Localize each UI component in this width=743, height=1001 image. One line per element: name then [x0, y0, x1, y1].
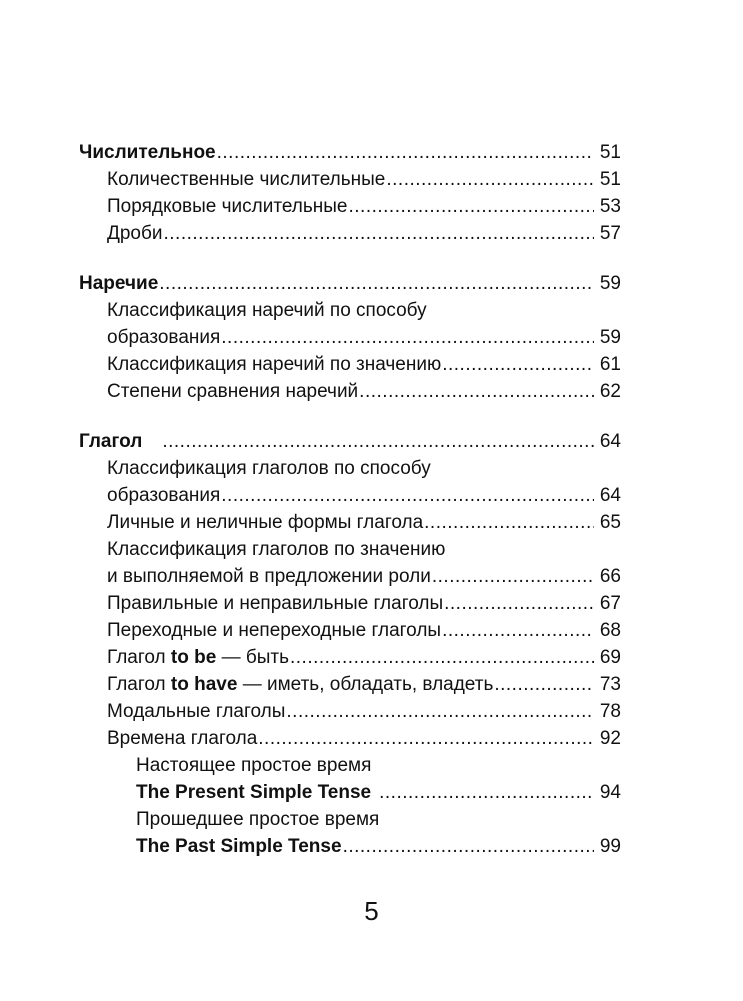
toc-entry-title: образования [107, 327, 221, 348]
toc-entry-row[interactable] [79, 536, 621, 563]
toc-page-number: 69 [599, 647, 621, 668]
toc-section-numeral [79, 139, 621, 247]
toc-leader-dots [164, 220, 595, 247]
toc-subentry-title: The Present Simple Tense [136, 782, 372, 803]
toc-page-number: 62 [599, 381, 621, 402]
toc-entry-row[interactable] [79, 351, 621, 378]
toc-leader-dots [286, 698, 594, 725]
toc-leader-dots [442, 351, 594, 378]
toc-page-number: 66 [599, 566, 621, 587]
toc-header-row[interactable] [79, 139, 621, 166]
toc-entry-row[interactable] [79, 482, 621, 509]
toc-subentry-row[interactable] [79, 779, 621, 806]
toc-entry-title: Классификация наречий по значению [107, 354, 442, 375]
toc-entry-row-to-have[interactable] [79, 671, 621, 698]
toc-page-number: 68 [599, 620, 621, 641]
toc-header-title: Числительное [79, 142, 216, 163]
toc-entry-row[interactable] [79, 297, 621, 324]
toc-leader-dots [159, 270, 594, 297]
toc-entry-row[interactable] [79, 193, 621, 220]
toc-entry-row[interactable] [79, 324, 621, 351]
toc-page-number: 99 [599, 836, 621, 857]
toc-entry-row[interactable] [79, 617, 621, 644]
toc-header-row[interactable] [79, 428, 621, 455]
toc-entry-title: Классификация глаголов по способу [107, 458, 431, 479]
toc-entry-row[interactable] [79, 509, 621, 536]
toc-entry-title-bold: to have [170, 674, 238, 695]
toc-leader-dots [343, 833, 594, 860]
toc-entry-title: Личные и неличные формы глагола [107, 512, 424, 533]
toc-leader-dots [290, 644, 594, 671]
toc-leader-dots [348, 193, 594, 220]
toc-entry-row[interactable] [79, 725, 621, 752]
toc-entry-row[interactable] [79, 378, 621, 405]
toc-entry-row[interactable] [79, 220, 621, 247]
toc-entry-title: Глагол to have — иметь, обладать, владеть [107, 674, 494, 695]
toc-entry-title: Количественные числительные [107, 169, 386, 190]
toc-entry-row[interactable] [79, 166, 621, 193]
toc-page-number: 51 [599, 169, 621, 190]
table-of-contents [79, 139, 621, 883]
toc-page-number: 78 [599, 701, 621, 722]
toc-entry-title: Модальные глаголы [107, 701, 286, 722]
toc-entry-title-bold: to be [170, 647, 217, 668]
toc-leader-dots [444, 590, 594, 617]
toc-page-number: 59 [599, 327, 621, 348]
toc-page-number: 59 [599, 273, 621, 294]
toc-leader-dots [379, 779, 594, 806]
toc-page-number: 57 [599, 223, 621, 244]
toc-leader-dots [386, 166, 594, 193]
toc-entry-title: Степени сравнения наречий [107, 381, 359, 402]
toc-leader-dots [424, 509, 594, 536]
toc-subentry-title: Настоящее простое время [136, 755, 372, 776]
toc-page-number: 61 [599, 354, 621, 375]
toc-entry-row[interactable] [79, 590, 621, 617]
toc-entry-title: Порядковые числительные [107, 196, 348, 217]
toc-page-number: 92 [599, 728, 621, 749]
toc-entry-row-to-be[interactable] [79, 644, 621, 671]
toc-leader-dots [221, 324, 594, 351]
toc-leader-dots [162, 428, 594, 455]
toc-entry-title: и выполняемой в предложении роли [107, 566, 431, 587]
toc-leader-dots [442, 617, 594, 644]
toc-entry-row[interactable] [79, 455, 621, 482]
toc-leader-dots [494, 671, 594, 698]
toc-section-verb [79, 428, 621, 860]
toc-entry-row[interactable] [79, 563, 621, 590]
toc-subentry-title: The Past Simple Tense [136, 836, 342, 857]
toc-header-title: Глагол [79, 431, 143, 452]
toc-leader-dots [258, 725, 594, 752]
toc-header-row[interactable] [79, 270, 621, 297]
toc-page-number: 67 [599, 593, 621, 614]
toc-entry-title: Правильные и неправильные глаголы [107, 593, 444, 614]
toc-entry-title: Глагол to be — быть [107, 647, 289, 668]
toc-entry-title: Времена глагола [107, 728, 258, 749]
toc-entry-title: Дроби [107, 223, 163, 244]
toc-section-adverb [79, 270, 621, 405]
page-number-footer: 5 [364, 896, 379, 926]
toc-page-number: 51 [599, 142, 621, 163]
toc-page-number: 94 [599, 782, 621, 803]
toc-subentry-title: Прошедшее простое время [136, 809, 380, 830]
toc-entry-title: образования [107, 485, 221, 506]
toc-subentry-row[interactable] [79, 806, 621, 833]
toc-subentry-row[interactable] [79, 752, 621, 779]
toc-leader-dots [217, 139, 594, 166]
toc-entry-row[interactable] [79, 698, 621, 725]
toc-page-number: 53 [599, 196, 621, 217]
toc-page-number: 64 [599, 431, 621, 452]
toc-entry-title: Переходные и непереходные глаголы [107, 620, 442, 641]
toc-page-number: 73 [599, 674, 621, 695]
toc-subentry-row[interactable] [79, 833, 621, 860]
toc-page-number: 64 [599, 485, 621, 506]
toc-entry-title: Классификация глаголов по значению [107, 539, 446, 560]
toc-entry-title: Классификация наречий по способу [107, 300, 427, 321]
toc-leader-dots [221, 482, 594, 509]
toc-leader-dots [432, 563, 594, 590]
toc-page-number: 65 [599, 512, 621, 533]
toc-header-title: Наречие [79, 273, 159, 294]
toc-leader-dots [359, 378, 594, 405]
